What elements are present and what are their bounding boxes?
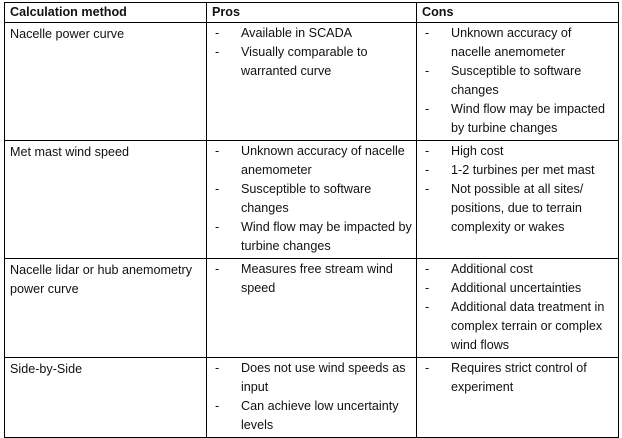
bullet-dash: -	[215, 361, 220, 375]
list-item-text: Additional uncertainties	[451, 281, 582, 295]
method-cell	[5, 358, 207, 438]
pros-list	[207, 141, 416, 258]
list-item	[215, 218, 412, 256]
list-item-text: Measures free stream wind speed	[241, 262, 393, 295]
cons-cell	[417, 23, 619, 141]
list-item-text: Susceptible to software changes	[241, 182, 372, 215]
cons-list	[417, 141, 618, 239]
pros-list	[207, 23, 416, 83]
header-row	[5, 3, 619, 23]
list-item	[425, 100, 614, 138]
list-item-text: Wind flow may be impacted by turbine changes	[451, 102, 605, 135]
list-item-text: Susceptible to software changes	[451, 64, 582, 97]
list-item	[425, 24, 614, 62]
list-item	[215, 24, 412, 43]
bullet-dash: -	[425, 182, 430, 196]
bullet-dash: -	[215, 399, 220, 413]
bullet-dash: -	[425, 361, 430, 375]
header-cons: Cons	[417, 3, 619, 23]
list-item	[425, 359, 614, 397]
table-row	[5, 358, 619, 438]
table-row	[5, 23, 619, 141]
bullet-dash: -	[425, 281, 430, 295]
comparison-table	[4, 2, 619, 438]
method-cell	[5, 259, 207, 358]
method-name: Met mast wind speed	[10, 145, 129, 159]
cons-list	[417, 358, 618, 399]
bullet-dash: -	[425, 102, 430, 116]
bullet-dash: -	[425, 163, 430, 177]
cons-list	[417, 259, 618, 357]
cons-cell	[417, 141, 619, 259]
list-item-text: Wind flow may be impacted by turbine changes	[241, 220, 412, 253]
bullet-dash: -	[215, 45, 220, 59]
list-item-text: Not possible at all sites/ positions, due to terrain complexity or wakes	[451, 182, 584, 234]
list-item	[425, 260, 614, 279]
list-item	[425, 161, 614, 180]
list-item-text: Additional cost	[451, 262, 533, 276]
list-item	[215, 142, 412, 180]
pros-list	[207, 358, 416, 437]
pros-list	[207, 259, 416, 300]
bullet-dash: -	[215, 262, 220, 276]
method-cell	[5, 23, 207, 141]
list-item-text: Unknown accuracy of nacelle anemometer	[451, 26, 572, 59]
pros-cell	[207, 259, 417, 358]
cons-list	[417, 23, 618, 140]
cons-cell	[417, 259, 619, 358]
bullet-dash: -	[425, 26, 430, 40]
table-row	[5, 259, 619, 358]
method-name: Side-by-Side	[10, 362, 83, 376]
list-item	[215, 260, 412, 298]
bullet-dash: -	[425, 64, 430, 78]
header-calculation-method: Calculation method	[5, 3, 207, 23]
pros-cell	[207, 358, 417, 438]
list-item-text: Available in SCADA	[241, 26, 353, 40]
list-item-text: Unknown accuracy of nacelle anemometer	[241, 144, 405, 177]
list-item	[425, 180, 614, 237]
list-item-text: Visually comparable to warranted curve	[241, 45, 368, 78]
method-name: Nacelle lidar or hub anemometry power curve	[10, 263, 192, 296]
bullet-dash: -	[425, 262, 430, 276]
list-item-text: Requires strict control of experiment	[451, 361, 587, 394]
bullet-dash: -	[425, 300, 430, 314]
table-row	[5, 141, 619, 259]
list-item	[215, 43, 412, 81]
list-item-text: High cost	[451, 144, 504, 158]
list-item	[215, 397, 412, 435]
cons-cell	[417, 358, 619, 438]
list-item-text: Additional data treatment in complex terrain or complex wind flows	[451, 300, 605, 352]
list-item	[425, 279, 614, 298]
bullet-dash: -	[215, 26, 220, 40]
list-item-text: 1-2 turbines per met mast	[451, 163, 595, 177]
bullet-dash: -	[215, 144, 220, 158]
header-pros: Pros	[207, 3, 417, 23]
list-item	[425, 142, 614, 161]
list-item	[215, 359, 412, 397]
list-item-text: Can achieve low uncertainty levels	[241, 399, 399, 432]
list-item	[215, 180, 412, 218]
bullet-dash: -	[215, 182, 220, 196]
list-item	[425, 298, 614, 355]
pros-cell	[207, 141, 417, 259]
method-cell	[5, 141, 207, 259]
list-item-text: Does not use wind speeds as input	[241, 361, 406, 394]
bullet-dash: -	[425, 144, 430, 158]
list-item	[425, 62, 614, 100]
bullet-dash: -	[215, 220, 220, 234]
pros-cell	[207, 23, 417, 141]
method-name: Nacelle power curve	[10, 27, 125, 41]
